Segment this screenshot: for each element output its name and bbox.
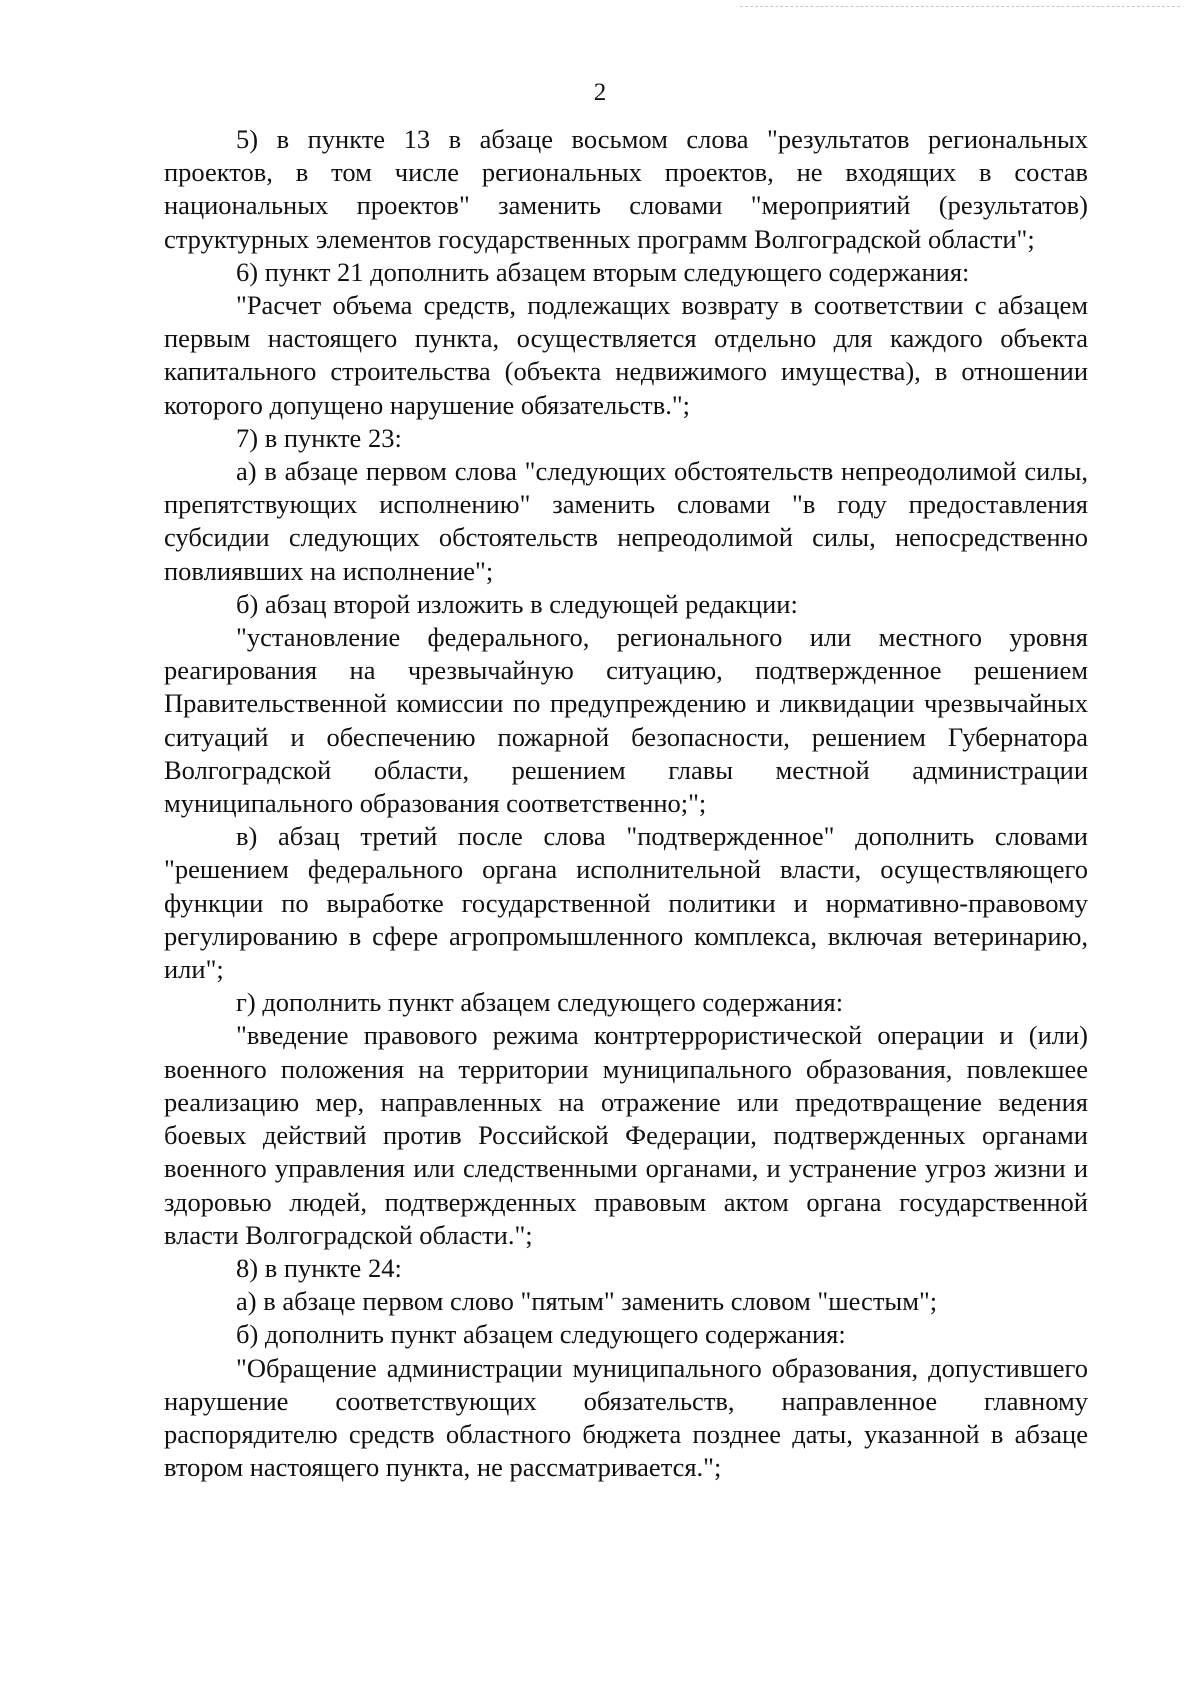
paragraph-amendment-6: 6) пункт 21 дополнить абзацем вторым следующего содержания: — [236, 256, 970, 287]
paragraph-amendment-8b: б) дополнить пункт абзацем следующего содержания: — [236, 1319, 846, 1350]
paragraph-amendment-5: 5) в пункте 13 в абзаце восьмом слова "результатов региональных проектов, в том числе региональных проектов, не входящих в состав национальных проектов" заменить словами "мероприятий (результатов) структурных элементов государственных программ Волгоградской области"; — [164, 124, 1088, 254]
paragraph-amendment-7g: г) дополнить пункт абзацем следующего содержания: — [236, 987, 844, 1018]
paragraph-amendment-7v: в) абзац третий после слова "подтвержденное" дополнить словами "решением федерального органа исполнительной власти, осуществляющего функции по выработке государственной политики и нормативно-правовому регулированию в сфере агропромышленного комплекса, включая ветеринарию, или"; — [164, 821, 1088, 985]
scan-edge-line — [740, 6, 1180, 7]
paragraph-amendment-7g-text: "введение правового режима контртеррористической операции и (или) военного положения на территории муниципального образования, повлекшее реализацию мер, направленных на отражение или предотвращение ведения боевых действий против Российской Федерации, подтвержденных органами военного управления или следственными органами, и устранение угроз жизни и здоровью людей, подтвержденных правовым актом органа государственной власти Волгоградской области."; — [164, 1020, 1088, 1250]
paragraph-amendment-6-text: "Расчет объема средств, подлежащих возврату в соответствии с абзацем первым настоящего пункта, осуществляется отдельно для каждого объекта капитального строительства (объекта недвижимого имущества), в отношении которого допущено нарушение обязательств."; — [164, 290, 1088, 420]
paragraph-amendment-7b-text: "установление федерального, регионального или местного уровня реагирования на чрезвычайную ситуацию, подтвержденное решением Правительственной комиссии по предупреждению и ликвидации чрезвычайных ситуаций и обеспечению пожарной безопасности, решением Губернатора Волгоградской области, решением главы местной администрации муниципального образования соответственно;"; — [164, 622, 1088, 819]
page-number: 2 — [593, 79, 607, 106]
paragraph-amendment-8a: а) в абзаце первом слово "пятым" заменить словом "шестым"; — [236, 1286, 938, 1317]
paragraph-amendment-7: 7) в пункте 23: — [236, 422, 402, 453]
document-body — [164, 123, 1088, 1484]
paragraph-amendment-8: 8) в пункте 24: — [236, 1252, 402, 1283]
paragraph-amendment-8b-text: "Обращение администрации муниципального образования, допустившего нарушение соответствующих обязательств, направленное главному распорядителю средств областного бюджета позднее даты, указанной в абзаце втором настоящего пункта, не рассматривается."; — [164, 1352, 1088, 1483]
paragraph-amendment-7b: б) абзац второй изложить в следующей редакции: — [236, 588, 798, 619]
paragraph-amendment-7a: а) в абзаце первом слова "следующих обстоятельств непреодолимой силы, препятствующих исполнению" заменить словами "в году предоставления субсидии следующих обстоятельств непреодолимой силы, непосредственно повлиявших на исполнение"; — [164, 456, 1088, 586]
